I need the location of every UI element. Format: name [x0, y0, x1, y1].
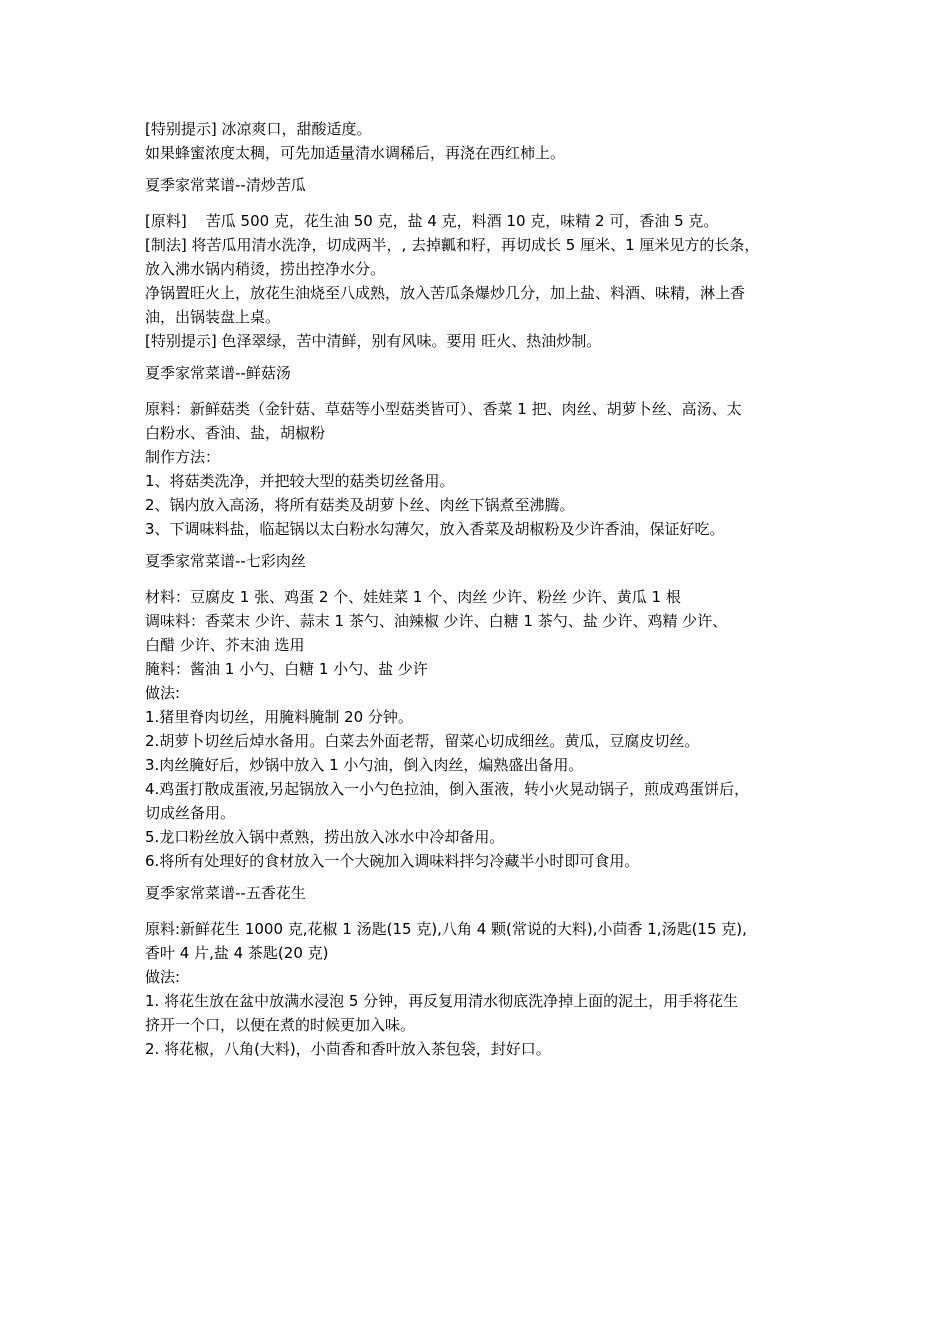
- recipe-line: 做法:: [145, 684, 181, 702]
- recipe-section-bitter-melon: [145, 173, 815, 353]
- document-page: [145, 117, 815, 1061]
- recipe-line: 3.肉丝腌好后，炒锅中放入 1 小勺油，倒入肉丝，煸熟盛出备用。: [145, 756, 584, 774]
- recipe-line: 腌料：酱油 1 小勺、白糖 1 小勺、盐 少许: [145, 660, 428, 678]
- recipe-line: 香叶 4 片,盐 4 茶匙(20 克): [145, 944, 329, 962]
- section-title: 夏季家常菜谱--清炒苦瓜: [145, 176, 306, 194]
- recipe-line: 白粉水、香油、盐，胡椒粉: [145, 424, 326, 442]
- recipe-line: 3、下调味料盐，临起锅以太白粉水勾薄欠，放入香菜及胡椒粉及少许香油，保证好吃。: [145, 520, 725, 538]
- recipe-line: [制法] 将苦瓜用清水洗净，切成两半，, 去掉瓤和籽，再切成长 5 厘米、1 厘米见方的长条，: [145, 236, 760, 254]
- recipe-line: 5.龙口粉丝放入锅中煮熟，捞出放入冰水中冷却备用。: [145, 828, 505, 846]
- recipe-line: 2.胡萝卜切丝后焯水备用。白菜去外面老帮，留菜心切成细丝。黄瓜，豆腐皮切丝。: [145, 732, 700, 750]
- recipe-line: 1、将菇类洗净，并把较大型的菇类切丝备用。: [145, 472, 455, 490]
- recipe-line: 油，出锅装盘上桌。: [145, 308, 281, 326]
- recipe-line: 6.将所有处理好的食材放入一个大碗加入调味料拌匀冷藏半小时即可食用。: [145, 852, 640, 870]
- recipe-line: 4.鸡蛋打散成蛋液,另起锅放入一小勺色拉油，倒入蛋液，转小火晃动锅子，煎成鸡蛋饼后，: [145, 780, 750, 798]
- recipe-line: 做法:: [145, 968, 181, 986]
- recipe-line: 制作方法：: [145, 448, 221, 466]
- recipe-line: 挤开一个口，以便在煮的时候更加入味。: [145, 1016, 416, 1034]
- recipe-line: 1.猪里脊肉切丝，用腌料腌制 20 分钟。: [145, 708, 413, 726]
- recipe-line: 切成丝备用。: [145, 804, 236, 822]
- recipe-line: 调味料：香菜末 少许、蒜末 1 茶勺、油辣椒 少许、白糖 1 茶勺、盐 少许、鸡精 少许、: [145, 612, 728, 630]
- recipe-section-mushroom-soup: [145, 361, 815, 541]
- recipe-line: 放入沸水锅内稍烫，捞出控净水分。: [145, 260, 386, 278]
- recipe-line: 1. 将花生放在盆中放满水浸泡 5 分钟，再反复用清水彻底洗净掉上面的泥土，用手将花生: [145, 992, 739, 1010]
- intro-note: 如果蜂蜜浓度太稠，可先加适量清水调稀后，再浇在西红柿上。: [145, 144, 566, 162]
- section-title: 夏季家常菜谱--鲜菇汤: [145, 364, 291, 382]
- recipe-line: [原料] 苦瓜 500 克，花生油 50 克，盐 4 克，料酒 10 克，味精 2 可，香油 5 克。: [145, 212, 719, 230]
- recipe-line: 白醋 少许、芥末油 选用: [145, 636, 305, 654]
- recipe-line: 2、锅内放入高汤，将所有菇类及胡萝卜丝、肉丝下锅煮至沸腾。: [145, 496, 575, 514]
- recipe-section-colorful-pork: [145, 549, 815, 873]
- recipe-line: [特别提示] 色泽翠绿，苦中清鲜，别有风味。要用 旺火、热油炒制。: [145, 332, 602, 350]
- recipe-line: 净锅置旺火上，放花生油烧至八成熟，放入苦瓜条爆炒几分，加上盐、料酒、味精，淋上香: [145, 284, 746, 302]
- recipe-line: 材料：豆腐皮 1 张、鸡蛋 2 个、娃娃菜 1 个、肉丝 少许、粉丝 少许、黄瓜 1 根: [145, 588, 681, 606]
- section-title: 夏季家常菜谱--五香花生: [145, 884, 306, 902]
- recipe-line: 原料：新鲜菇类（金针菇、草菇等小型菇类皆可）、香菜 1 把、肉丝、胡萝卜丝、高汤、太: [145, 400, 742, 418]
- intro-tip: [特别提示] 冰凉爽口，甜酸适度。: [145, 120, 372, 138]
- section-title: 夏季家常菜谱--七彩肉丝: [145, 552, 306, 570]
- recipe-line: 2. 将花椒，八角(大料)，小茴香和香叶放入茶包袋，封好口。: [145, 1040, 551, 1058]
- recipe-section-five-spice-peanuts: [145, 881, 815, 1061]
- intro-block: [145, 117, 815, 165]
- recipe-line: 原料:新鲜花生 1000 克,花椒 1 汤匙(15 克),八角 4 颗(常说的大料),小茴香 1,汤匙(15 克),: [145, 920, 747, 938]
